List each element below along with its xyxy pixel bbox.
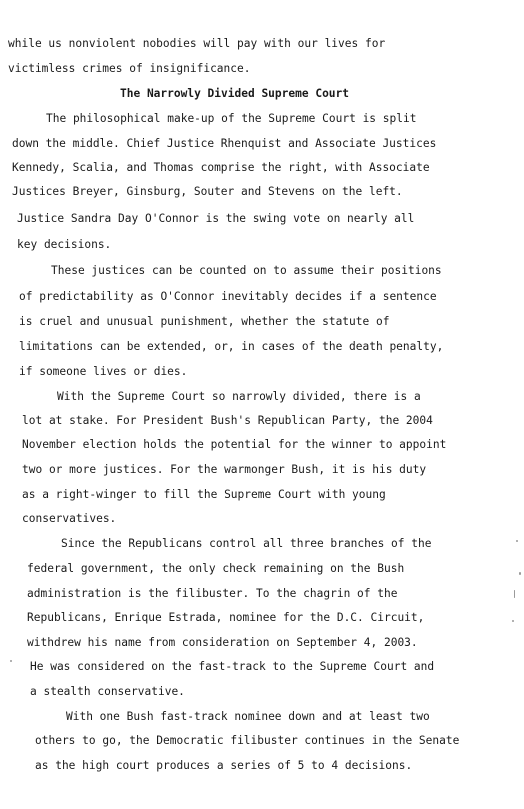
text-line: With the Supreme Court so narrowly divided, there is a xyxy=(57,390,421,403)
scan-speck xyxy=(514,590,515,598)
text-line: key decisions. xyxy=(17,238,112,251)
text-line: Kennedy, Scalia, and Thomas comprise the right, with Associate xyxy=(12,161,430,174)
text-line: down the middle. Chief Justice Rhenquist and Associate Justices xyxy=(12,137,437,150)
text-line: two or more justices. For the warmonger Bush, it is his duty xyxy=(22,463,427,476)
text-line: The philosophical make-up of the Supreme Court is split xyxy=(46,112,417,125)
text-line: a stealth conservative. xyxy=(30,685,185,698)
text-line: conservatives. xyxy=(22,512,117,525)
scan-speck xyxy=(519,572,521,575)
text-line: while us nonviolent nobodies will pay with our lives for xyxy=(8,37,386,50)
text-line: lot at stake. For President Bush's Republican Party, the 2004 xyxy=(22,414,433,427)
text-line: Since the Republicans control all three branches of the xyxy=(61,537,432,550)
text-line: With one Bush fast-track nominee down and at least two xyxy=(66,710,430,723)
text-line: federal government, the only check remaining on the Bush xyxy=(27,562,405,575)
text-line: is cruel and unusual punishment, whether the statute of xyxy=(19,315,390,328)
text-line: of predictability as O'Connor inevitably decides if a sentence xyxy=(19,290,437,303)
text-line: others to go, the Democratic filibuster continues in the Senate xyxy=(35,734,460,747)
text-line: as the high court produces a series of 5 to 4 decisions. xyxy=(35,759,413,772)
scan-speck xyxy=(10,660,12,662)
scan-speck xyxy=(516,540,518,542)
text-line: These justices can be counted on to assume their positions xyxy=(51,264,442,277)
text-line: Justice Sandra Day O'Connor is the swing vote on nearly all xyxy=(17,212,415,225)
text-line: as a right-winger to fill the Supreme Court with young xyxy=(22,488,386,501)
scan-speck xyxy=(512,620,514,622)
text-line: Republicans, Enrique Estrada, nominee for the D.C. Circuit, xyxy=(27,611,425,624)
text-line: Justices Breyer, Ginsburg, Souter and Stevens on the left. xyxy=(12,185,403,198)
text-line: withdrew his name from consideration on September 4, 2003. xyxy=(27,636,418,649)
text-line: limitations can be extended, or, in cases of the death penalty, xyxy=(19,340,444,353)
text-line: November election holds the potential for the winner to appoint xyxy=(22,438,447,451)
text-line: victimless crimes of insignificance. xyxy=(8,62,251,75)
text-line: if someone lives or dies. xyxy=(19,365,188,378)
text-line: administration is the filibuster. To the chagrin of the xyxy=(27,587,398,600)
section-title: The Narrowly Divided Supreme Court xyxy=(120,87,350,100)
text-line: He was considered on the fast-track to the Supreme Court and xyxy=(30,660,435,673)
